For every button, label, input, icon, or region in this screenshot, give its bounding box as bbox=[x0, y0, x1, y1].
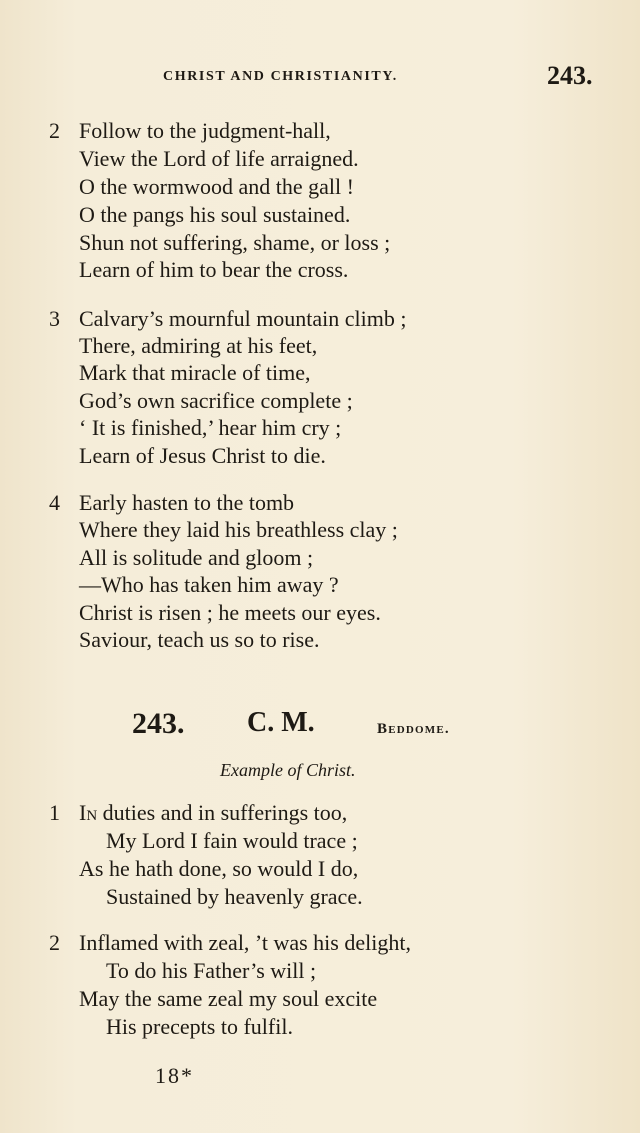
verse-line: To do his Father’s will ; bbox=[106, 958, 317, 983]
verse-line: Follow to the judgment-hall, bbox=[79, 118, 331, 143]
running-title: CHRIST AND CHRISTIANITY. bbox=[163, 69, 398, 84]
verse-line: Learn of him to bear the cross. bbox=[79, 257, 349, 282]
verse-line: There, admiring at his feet, bbox=[79, 333, 318, 358]
hymn-subtitle: Example of Christ. bbox=[220, 760, 356, 780]
first-word: In bbox=[79, 800, 98, 825]
verse-line: Christ is risen ; he meets our eyes. bbox=[79, 600, 381, 625]
verse-line: —Who has taken him away ? bbox=[79, 572, 339, 597]
verse-line: As he hath done, so would I do, bbox=[79, 856, 359, 881]
verse-line: ‘ It is finished,’ hear him cry ; bbox=[79, 415, 342, 440]
stanza-number: 2 bbox=[49, 118, 60, 143]
stanza-number: 1 bbox=[49, 800, 60, 825]
verse-line: May the same zeal my soul excite bbox=[79, 986, 378, 1011]
signature-mark: 18* bbox=[155, 1063, 194, 1088]
stanza-number: 4 bbox=[49, 490, 60, 515]
verse-line: His precepts to fulfil. bbox=[106, 1014, 293, 1039]
verse-line: O the wormwood and the gall ! bbox=[79, 174, 354, 199]
page-number: 243. bbox=[547, 61, 593, 90]
verse-line: My Lord I fain would trace ; bbox=[106, 828, 358, 853]
verse-line: Calvary’s mournful mountain climb ; bbox=[79, 306, 407, 331]
verse-line: Mark that miracle of time, bbox=[79, 360, 311, 385]
verse-line: View the Lord of life arraigned. bbox=[79, 146, 359, 171]
hymn-author: Beddome. bbox=[377, 721, 450, 737]
stanza-number: 2 bbox=[49, 930, 60, 955]
verse-line: O the pangs his soul sustained. bbox=[79, 202, 351, 227]
verse-line: Inflamed with zeal, ’t was his delight, bbox=[79, 930, 411, 955]
verse-line: Early hasten to the tomb bbox=[79, 490, 295, 515]
hymn-meter: C. M. bbox=[247, 707, 315, 738]
stanza-number: 3 bbox=[49, 306, 60, 331]
hymn-number: 243. bbox=[132, 707, 185, 740]
verse-line: Learn of Jesus Christ to die. bbox=[79, 443, 326, 468]
verse-line: Where they laid his breathless clay ; bbox=[79, 517, 398, 542]
verse-line: All is solitude and gloom ; bbox=[79, 545, 314, 570]
first-line-rest: duties and in sufferings too, bbox=[97, 800, 348, 825]
verse-line bbox=[79, 800, 347, 826]
verse-line: Sustained by heavenly grace. bbox=[106, 884, 363, 909]
verse-line: God’s own sacrifice complete ; bbox=[79, 388, 353, 413]
verse-line: Shun not suffering, shame, or loss ; bbox=[79, 230, 391, 255]
verse-line: Saviour, teach us so to rise. bbox=[79, 627, 320, 652]
